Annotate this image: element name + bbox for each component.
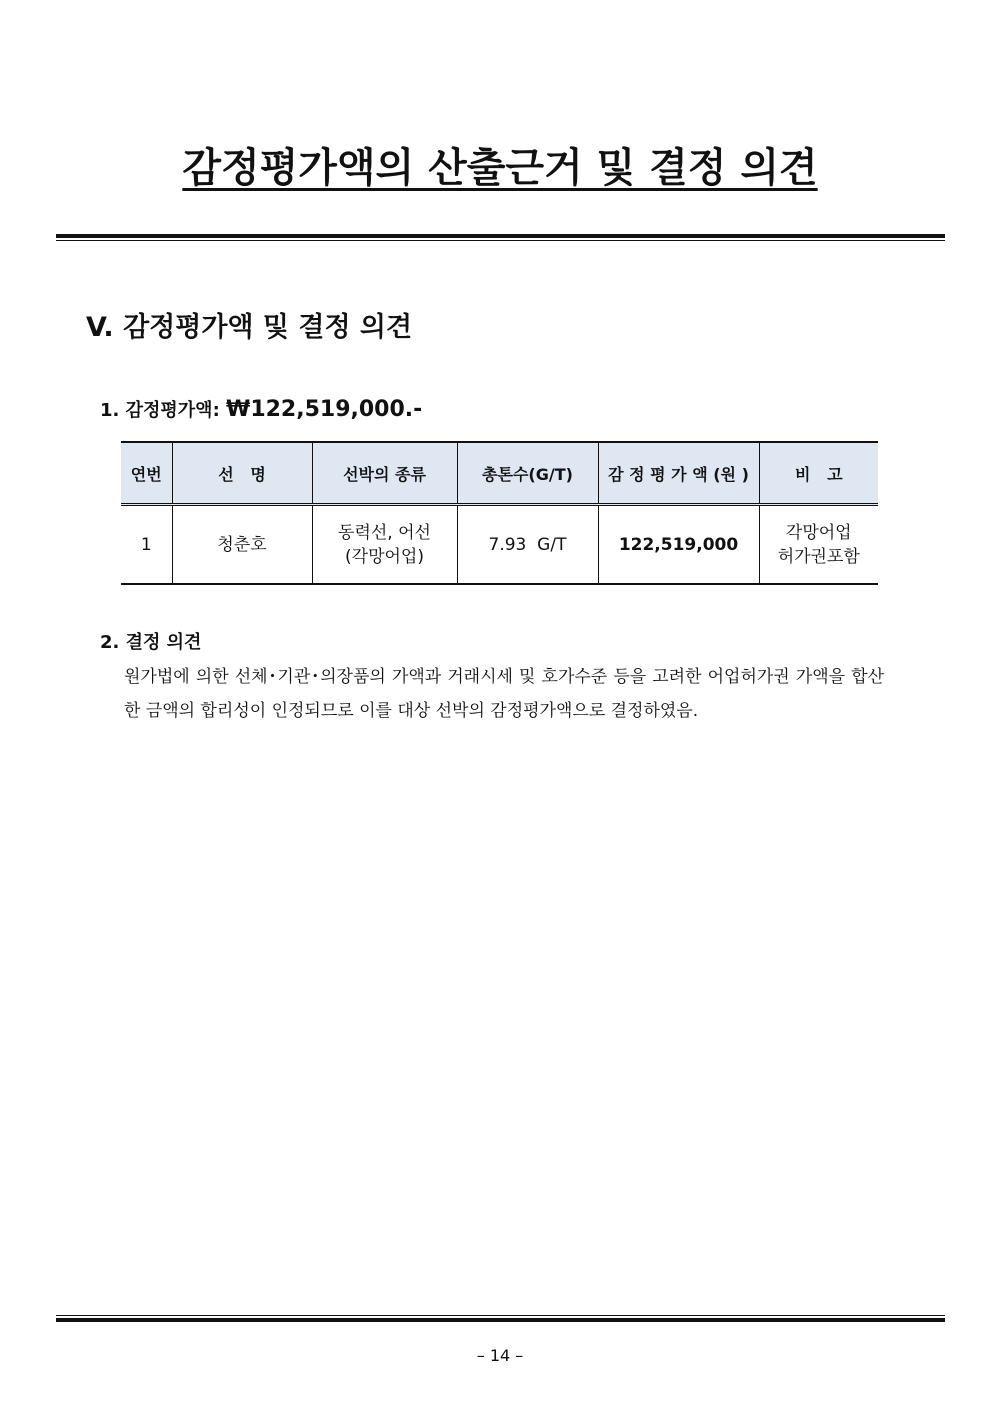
header-tonnage: 총톤수(G/T) bbox=[457, 442, 598, 505]
appraisal-amount-value: ₩122,519,000.- bbox=[226, 397, 423, 422]
page-number: – 14 – bbox=[476, 1346, 524, 1365]
page-title-text: 감정평가액의 산출근거 및 결정 의견 bbox=[182, 145, 818, 191]
table-row bbox=[121, 505, 878, 585]
appraisal-amount-line bbox=[100, 396, 422, 422]
remarks-line2: 허가권포함 bbox=[777, 546, 860, 567]
decision-opinion-text: 원가법에 의한 선체･기관･의장품의 가액과 거래시세 및 호가수준 등을 고려한 어업허가권 가액을 합산한 금액의 합리성이 인정되므로 이를 대상 선박의 감정평가액으로 결정하였음. bbox=[124, 667, 884, 721]
cell-appraised-value: 122,519,000 bbox=[598, 505, 759, 585]
page-title bbox=[0, 136, 1000, 193]
cell-remarks bbox=[759, 505, 878, 585]
header-remarks: 비 고 bbox=[759, 442, 878, 505]
cell-tonnage: 7.93 G/T bbox=[457, 505, 598, 585]
header-no: 연번 bbox=[121, 442, 172, 505]
vessel-type-line1: 동력선, 어선 bbox=[338, 522, 431, 543]
header-vessel-type: 선박의 종류 bbox=[312, 442, 457, 505]
cell-no: 1 bbox=[121, 505, 172, 585]
vessel-table bbox=[121, 441, 878, 585]
bottom-divider bbox=[56, 1315, 945, 1322]
section-heading: V. 감정평가액 및 결정 의견 bbox=[86, 312, 413, 343]
vessel-type-line2: (각망어업) bbox=[345, 546, 424, 567]
top-divider bbox=[56, 234, 945, 241]
cell-vessel-type bbox=[312, 505, 457, 585]
cell-vessel-name: 청춘호 bbox=[172, 505, 312, 585]
appraisal-amount-label: 1. 감정평가액: bbox=[100, 400, 227, 421]
decision-opinion-heading: 2. 결정 의견 bbox=[100, 632, 202, 653]
table-header-row bbox=[121, 442, 878, 505]
header-vessel-name: 선 명 bbox=[172, 442, 312, 505]
header-appraised-value: 감 정 평 가 액 (원 ) bbox=[598, 442, 759, 505]
remarks-line1: 각망어업 bbox=[785, 522, 852, 543]
